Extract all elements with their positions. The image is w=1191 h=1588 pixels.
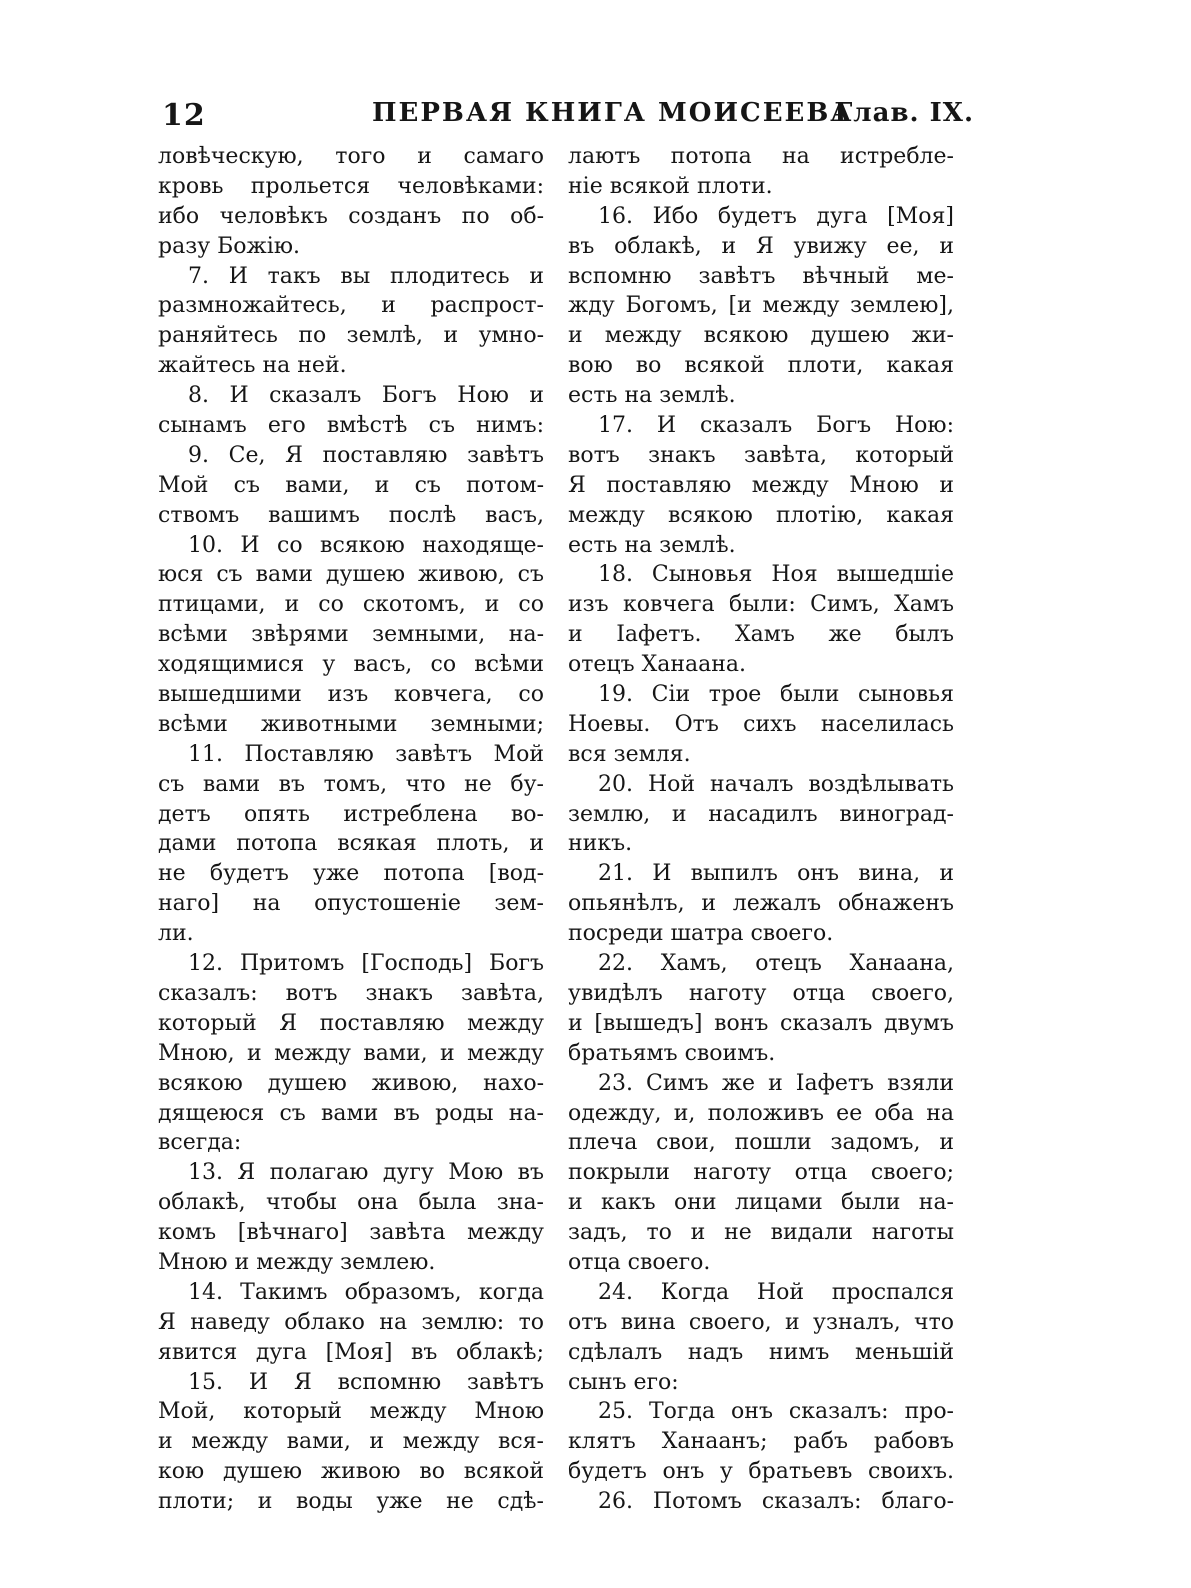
text-line: Мною и между землею. (158, 1249, 436, 1275)
text-line: клятъ Ханаанъ; рабъ рабовъ (568, 1429, 954, 1455)
right-column (568, 142, 954, 1517)
text-line: кою душею живою во всякой (158, 1459, 544, 1485)
text-line: 8. И сказалъ Богъ Ною и (188, 383, 544, 409)
text-line: 19. Сіи трое были сыновья (598, 682, 954, 708)
text-line: вышедшими изъ ковчега, со (158, 682, 544, 708)
text-line: жду Богомъ, [и между землею], (568, 293, 954, 319)
text-line: сказалъ: вотъ знакъ завѣта, (158, 980, 544, 1006)
text-line: сынъ его: (568, 1369, 679, 1395)
text-line: 22. Хамъ, отецъ Ханаана, (598, 951, 954, 977)
text-line: никъ. (568, 831, 633, 857)
text-line: сдѣлалъ надъ нимъ меньшій (568, 1339, 954, 1365)
text-line: 24. Когда Ной проспался (598, 1279, 954, 1305)
text-line: и между всякою душею жи- (568, 323, 954, 349)
text-line: не будетъ уже потопа [вод- (158, 861, 544, 887)
text-line: раняйтесь по землѣ, и умно- (158, 323, 544, 349)
text-line: будетъ онъ у братьевъ своихъ. (568, 1459, 954, 1485)
text-line: юся съ вами душею живою, съ (158, 562, 544, 588)
text-line: 7. И такъ вы плодитесь и (188, 263, 544, 289)
text-line: 21. И выпилъ онъ вина, и (598, 861, 954, 887)
text-line: кровь прольется человѣками: (158, 173, 544, 199)
text-line: 9. Се, Я поставляю завѣтъ (188, 442, 544, 468)
text-line: посреди шатра своего. (568, 921, 834, 947)
text-line: одежду, и, положивъ ее оба на (568, 1100, 954, 1126)
text-line: 25. Тогда онъ сказалъ: про- (598, 1399, 954, 1425)
text-line: размножайтесь, и распрост- (158, 293, 544, 319)
text-line: задъ, то и не видали наготы (568, 1220, 954, 1246)
text-line: плоти; и воды уже не сдѣ- (158, 1489, 544, 1515)
page-header (162, 98, 974, 142)
text-line: Я поставляю между Мною и (568, 472, 954, 498)
text-line: съ вами въ томъ, что не бу- (158, 771, 544, 797)
text-line: Я наведу облако на землю: то (158, 1309, 544, 1335)
text-line: братьямъ своимъ. (568, 1040, 776, 1066)
text-line: ходящимися у васъ, со всѣми (158, 652, 544, 678)
text-line: дящеюся съ вами въ роды на- (158, 1100, 544, 1126)
text-line: 20. Ной началъ воздѣлывать (598, 771, 954, 797)
running-title: ПЕРВАЯ КНИГА МОИСЕЕВА (372, 98, 854, 128)
text-line: ствомъ вашимъ послѣ васъ, (158, 502, 544, 528)
text-line: облакѣ, чтобы она была зна- (158, 1190, 544, 1216)
text-line: ли. (158, 921, 194, 947)
text-line: землю, и насадилъ виноград- (568, 801, 954, 827)
text-line: детъ опять истреблена во- (158, 801, 544, 827)
page-number: 12 (162, 98, 206, 133)
text-line: ніе всякой плоти. (568, 173, 773, 199)
text-line: вотъ знакъ завѣта, который (568, 442, 954, 468)
text-line: 17. И сказалъ Богъ Ною: (598, 413, 954, 439)
text-line: между всякою плотію, какая (568, 502, 954, 528)
text-line: покрыли наготу отца своего; (568, 1160, 954, 1186)
text-line: 23. Симъ же и Іафетъ взяли (598, 1070, 954, 1096)
text-line: 12. Притомъ [Господь] Богъ (188, 951, 544, 977)
text-line: отца своего. (568, 1249, 711, 1275)
text-line: всегда: (158, 1130, 242, 1156)
text-line: 26. Потомъ сказалъ: благо- (598, 1489, 954, 1515)
text-line: 11. Поставляю завѣтъ Мой (188, 741, 544, 767)
text-line: 13. Я полагаю дугу Мою въ (188, 1160, 544, 1186)
text-line: лаютъ потопа на истребле- (568, 144, 954, 169)
text-line: 14. Такимъ образомъ, когда (188, 1279, 544, 1305)
text-line: птицами, и со скотомъ, и со (158, 592, 544, 618)
text-line: всякою душею живою, нахо- (158, 1070, 544, 1096)
text-line: ибо человѣкъ созданъ по об- (158, 203, 544, 229)
text-line: комъ [вѣчнаго] завѣта между (158, 1220, 544, 1246)
text-line: и между вами, и между вся- (158, 1429, 544, 1455)
text-line: и [вышедъ] вонъ сказалъ двумъ (568, 1010, 954, 1036)
text-line: въ облакѣ, и Я увижу ее, и (568, 233, 954, 259)
text-line: 18. Сыновья Ноя вышедшіе (598, 562, 954, 588)
text-line: изъ ковчега были: Симъ, Хамъ (568, 592, 954, 618)
text-line: дами потопа всякая плоть, и (158, 831, 544, 857)
text-line: и какъ они лицами были на- (568, 1190, 954, 1216)
text-line: плеча свои, пошли задомъ, и (568, 1130, 954, 1156)
text-line: вою во всякой плоти, какая (568, 353, 954, 379)
text-line: опьянѣлъ, и лежалъ обнаженъ (568, 891, 954, 917)
text-line: вся земля. (568, 741, 691, 767)
text-line: наго] на опустошеніе зем- (158, 891, 544, 917)
text-line: и Іафетъ. Хамъ же былъ (568, 622, 954, 648)
text-line: вспомню завѣтъ вѣчный ме- (568, 263, 954, 289)
text-line: отецъ Ханаана. (568, 652, 747, 678)
text-line: есть на землѣ. (568, 532, 736, 558)
text-line: всѣми звѣрями земными, на- (158, 622, 544, 648)
text-line: сынамъ его вмѣстѣ съ нимъ: (158, 413, 544, 439)
text-line: Ноевы. Отъ сихъ населилась (568, 711, 954, 737)
text-line: разу Божію. (158, 233, 300, 259)
text-line: всѣми животными земными; (158, 711, 544, 737)
text-line: который Я поставляю между (158, 1010, 544, 1036)
text-line: ловѣческую, того и самаго (158, 144, 544, 169)
text-line: увидѣлъ наготу отца своего, (568, 980, 954, 1006)
text-line: отъ вина своего, и узналъ, что (568, 1309, 954, 1335)
text-line: явится дуга [Моя] въ облакѣ; (158, 1339, 544, 1365)
text-line: Мой, который между Мною (158, 1399, 544, 1425)
chapter-label: Глав. IX. (834, 98, 974, 128)
text-line: Мой съ вами, и съ потом- (158, 472, 544, 498)
text-line: 15. И Я вспомню завѣтъ (188, 1369, 544, 1395)
left-column (158, 142, 544, 1517)
text-line: Мною, и между вами, и между (158, 1040, 544, 1066)
text-line: есть на землѣ. (568, 383, 736, 409)
text-line: 10. И со всякою находяще- (188, 532, 544, 558)
text-line: жайтесь на ней. (158, 353, 347, 379)
text-line: 16. Ибо будетъ дуга [Моя] (598, 203, 954, 229)
